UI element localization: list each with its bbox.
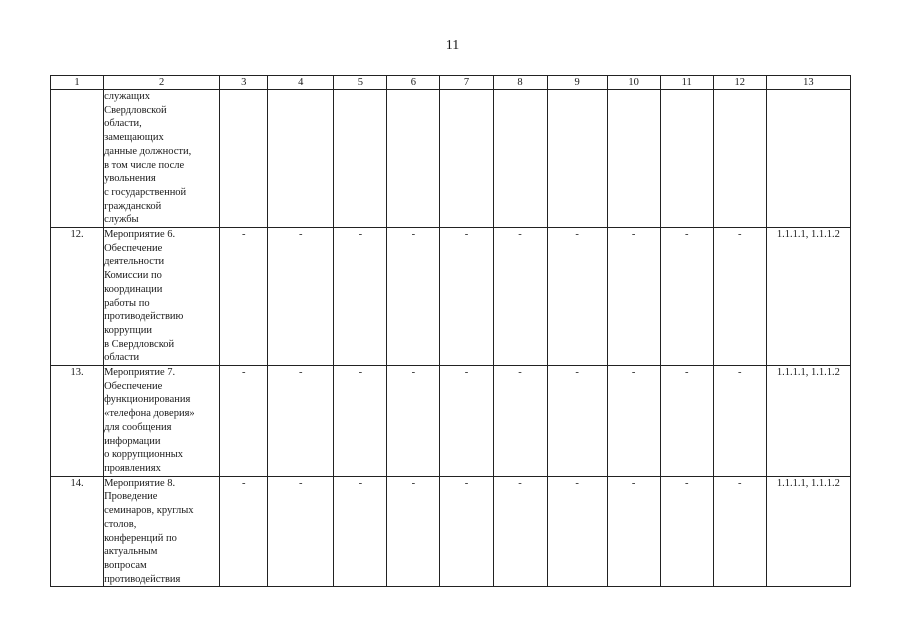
table-row: [51, 228, 851, 366]
description-line: Мероприятие 6.: [104, 229, 176, 241]
program-table: [50, 75, 851, 587]
table-cell: -: [547, 366, 607, 477]
table-cell: [220, 90, 268, 228]
description-line: деятельности: [104, 256, 165, 268]
column-header: 11: [660, 76, 713, 90]
description-line: в том числе после: [104, 159, 185, 171]
table-cell: -: [334, 228, 387, 366]
table-cell: -: [387, 476, 440, 587]
table-cell: [268, 90, 334, 228]
column-header: 9: [547, 76, 607, 90]
table-cell: [493, 90, 547, 228]
table-row: [51, 476, 851, 587]
table-cell: -: [220, 476, 268, 587]
row-description: [104, 476, 220, 587]
description-line: вопросам: [104, 559, 147, 571]
table-cell: -: [334, 366, 387, 477]
description-line: гражданской: [104, 200, 162, 212]
column-header: 2: [104, 76, 220, 90]
table-cell: -: [493, 366, 547, 477]
table-cell: [607, 90, 660, 228]
table-cell: -: [713, 228, 766, 366]
description-line: конференций по: [104, 532, 177, 544]
description-line: Мероприятие 7.: [104, 367, 176, 379]
column-header: 7: [440, 76, 493, 90]
description-line: Комиссии по: [104, 270, 162, 282]
table-cell: -: [220, 228, 268, 366]
description-line: о коррупционных: [104, 449, 184, 461]
table-cell: [440, 90, 493, 228]
description-line: области: [104, 352, 140, 364]
table-cell: -: [440, 366, 493, 477]
description-line: Мероприятие 8.: [104, 477, 176, 489]
description-line: с государственной: [104, 186, 187, 198]
column-header: 5: [334, 76, 387, 90]
description-line: службы: [104, 214, 139, 226]
description-line: столов,: [104, 518, 137, 530]
description-line: Обеспечение: [104, 242, 163, 254]
description-line: «телефона доверия»: [104, 408, 195, 420]
description-line: увольнения: [104, 173, 156, 185]
description-line: информации: [104, 435, 161, 447]
description-line: для сообщения: [104, 421, 172, 433]
description-line: противодействия: [104, 573, 181, 585]
description-line: функционирования: [104, 394, 191, 406]
table-cell: -: [547, 228, 607, 366]
description-line: Свердловской: [104, 104, 167, 116]
description-line: актуальным: [104, 546, 158, 558]
description-line: области,: [104, 118, 142, 130]
description-line: данные должности,: [104, 145, 192, 157]
column-header: 4: [268, 76, 334, 90]
table-cell: -: [268, 228, 334, 366]
table-cell: -: [547, 476, 607, 587]
table-cell: -: [440, 476, 493, 587]
row-description: [104, 228, 220, 366]
row-description: [104, 90, 220, 228]
table-cell: -: [268, 476, 334, 587]
table-cell: -: [607, 366, 660, 477]
column-header: 10: [607, 76, 660, 90]
table-cell: -: [660, 228, 713, 366]
column-header: 1: [51, 76, 104, 90]
table-cell: -: [660, 366, 713, 477]
table-cell: -: [220, 366, 268, 477]
table-cell: -: [713, 476, 766, 587]
table-cell: -: [607, 228, 660, 366]
row-description: [104, 366, 220, 477]
column-header: 6: [387, 76, 440, 90]
column-header: 12: [713, 76, 766, 90]
description-line: коррупции: [104, 324, 152, 336]
column-header: 3: [220, 76, 268, 90]
table-row: [51, 90, 851, 228]
description-line: координации: [104, 283, 163, 295]
row-number: 14.: [51, 476, 104, 587]
description-line: противодействию: [104, 311, 184, 323]
table-cell: -: [387, 228, 440, 366]
column-header: 8: [493, 76, 547, 90]
table-cell: -: [607, 476, 660, 587]
target-indicators: 1.1.1.1, 1.1.1.2: [766, 476, 850, 587]
row-number: 12.: [51, 228, 104, 366]
table-cell: [660, 90, 713, 228]
table-cell: [547, 90, 607, 228]
table-cell: -: [440, 228, 493, 366]
table-cell: -: [334, 476, 387, 587]
target-indicators: [766, 90, 850, 228]
table-row: [51, 366, 851, 477]
table-cell: [387, 90, 440, 228]
table-cell: -: [493, 476, 547, 587]
description-line: служащих: [104, 91, 150, 102]
description-line: Обеспечение: [104, 380, 163, 392]
table-cell: -: [713, 366, 766, 477]
description-line: в Свердловской: [104, 338, 175, 350]
page-number: 11: [445, 38, 460, 53]
row-number: 13.: [51, 366, 104, 477]
table-cell: -: [268, 366, 334, 477]
table-cell: [713, 90, 766, 228]
description-line: Проведение: [104, 491, 158, 503]
table-cell: [334, 90, 387, 228]
description-line: семинаров, круглых: [104, 505, 194, 517]
table-cell: -: [387, 366, 440, 477]
table-cell: -: [493, 228, 547, 366]
table-cell: -: [660, 476, 713, 587]
description-line: проявлениях: [104, 462, 161, 474]
description-line: работы по: [104, 297, 150, 309]
table-header-row: [51, 76, 851, 90]
column-header: 13: [766, 76, 850, 90]
row-number: [51, 90, 104, 228]
description-line: замещающих: [104, 132, 164, 144]
target-indicators: 1.1.1.1, 1.1.1.2: [766, 228, 850, 366]
target-indicators: 1.1.1.1, 1.1.1.2: [766, 366, 850, 477]
